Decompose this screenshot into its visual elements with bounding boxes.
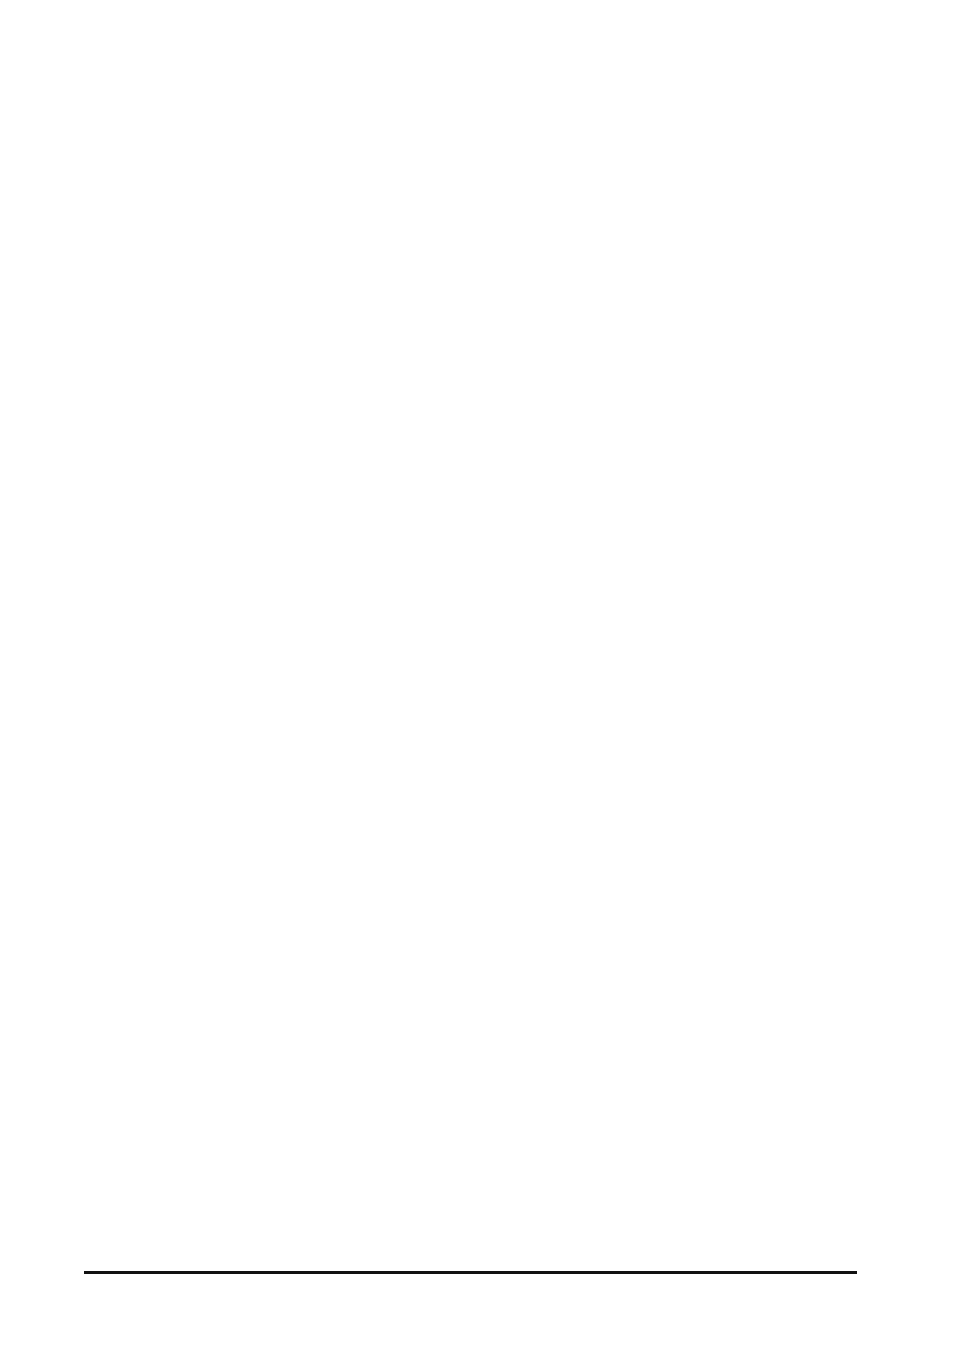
footer-rule — [84, 1271, 857, 1274]
